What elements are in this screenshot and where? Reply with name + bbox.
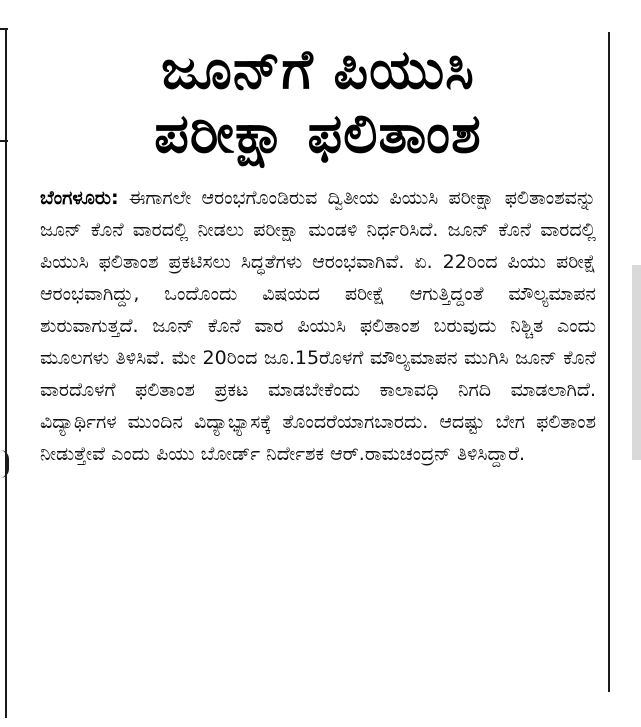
right-column-rule bbox=[608, 32, 610, 692]
left-column-rule-cap bbox=[0, 28, 8, 30]
left-column-rule-cap-lower bbox=[0, 140, 8, 142]
article-headline bbox=[40, 38, 596, 166]
left-column-bracket bbox=[0, 450, 9, 478]
article-body bbox=[40, 182, 596, 470]
article-dateline: ಬೆಂಗಳೂರು: bbox=[40, 187, 119, 209]
left-column-rule-line bbox=[5, 28, 7, 718]
headline-line-1: ಜೂನ್‌ಗೆ ಪಿಯುಸಿ bbox=[161, 38, 475, 101]
article-body-text: ಈಗಾಗಲೇ ಆರಂಭಗೊಂಡಿರುವ ದ್ವಿತೀಯ ಪಿಯುಸಿ ಪರೀಕ್ಷಾ ಫಲಿತಾಂಶವನ್ನು ಜೂನ್ ಕೊನೆ ವಾರದಲ್ಲಿ ನೀಡಲು ಪರೀಕ್ಷಾ ಮಂಡಳಿ ನಿರ್ಧರಿಸಿದೆ. ಜೂನ್ ಕೊನೆ ವಾರದಲ್ಲಿ ಪಿಯುಸಿ ಫಲಿತಾಂಶ ಪ್ರಕಟಿಸಲು ಸಿದ್ಧತೆಗಳು ಆರಂಭವಾಗಿವೆ. ಏ. 22ರಿಂದ ಪಿಯು ಪರೀಕ್ಷೆ ಆರಂಭವಾಗಿದ್ದು, ಒಂದೊಂದು ವಿಷಯದ ಪರೀಕ್ಷೆ ಆಗುತ್ತಿದ್ದಂತೆ ಮೌಲ್ಯಮಾಪನ ಶುರುವಾಗುತ್ತದೆ. ಜೂನ್ ಕೊನೆ ವಾರ ಪಿಯುಸಿ ಫಲಿತಾಂಶ ಬರುವುದು ನಿಶ್ಚಿತ ಎಂದು ಮೂಲಗಳು ತಿಳಿಸಿವೆ. ಮೇ 20ರಿಂದ ಜೂ.15ರೊಳಗೆ ಮೌಲ್ಯಮಾಪನ ಮುಗಿಸಿ ಜೂನ್ ಕೊನೆ ವಾರದೊಳಗೆ ಫಲಿತಾಂಶ ಪ್ರಕಟ ಮಾಡಬೇಕೆಂದು ಕಾಲಾವಧಿ ನಿಗದಿ ಮಾಡಲಾಗಿದೆ. ವಿದ್ಯಾರ್ಥಿಗಳ ಮುಂದಿನ ವಿದ್ಯಾಭ್ಯಾಸಕ್ಕೆ ತೊಂದರೆಯಾಗಬಾರದು. ಆದಷ್ಟು ಬೇಗ ಫಲಿತಾಂಶ ನೀಡುತ್ತೇವೆ ಎಂದು ಪಿಯು ಬೋರ್ಡ್ ನಿರ್ದೇಶಕ ಆರ್.ರಾಮಚಂದ್ರನ್ ತಿಳಿಸಿದ್ದಾರೆ. bbox=[40, 187, 596, 465]
left-column-border bbox=[0, 0, 14, 727]
headline-line-2: ಪರೀಕ್ಷಾ ಫಲಿತಾಂಶ bbox=[154, 102, 482, 165]
right-edge-shade bbox=[632, 265, 641, 460]
news-article bbox=[40, 38, 596, 470]
